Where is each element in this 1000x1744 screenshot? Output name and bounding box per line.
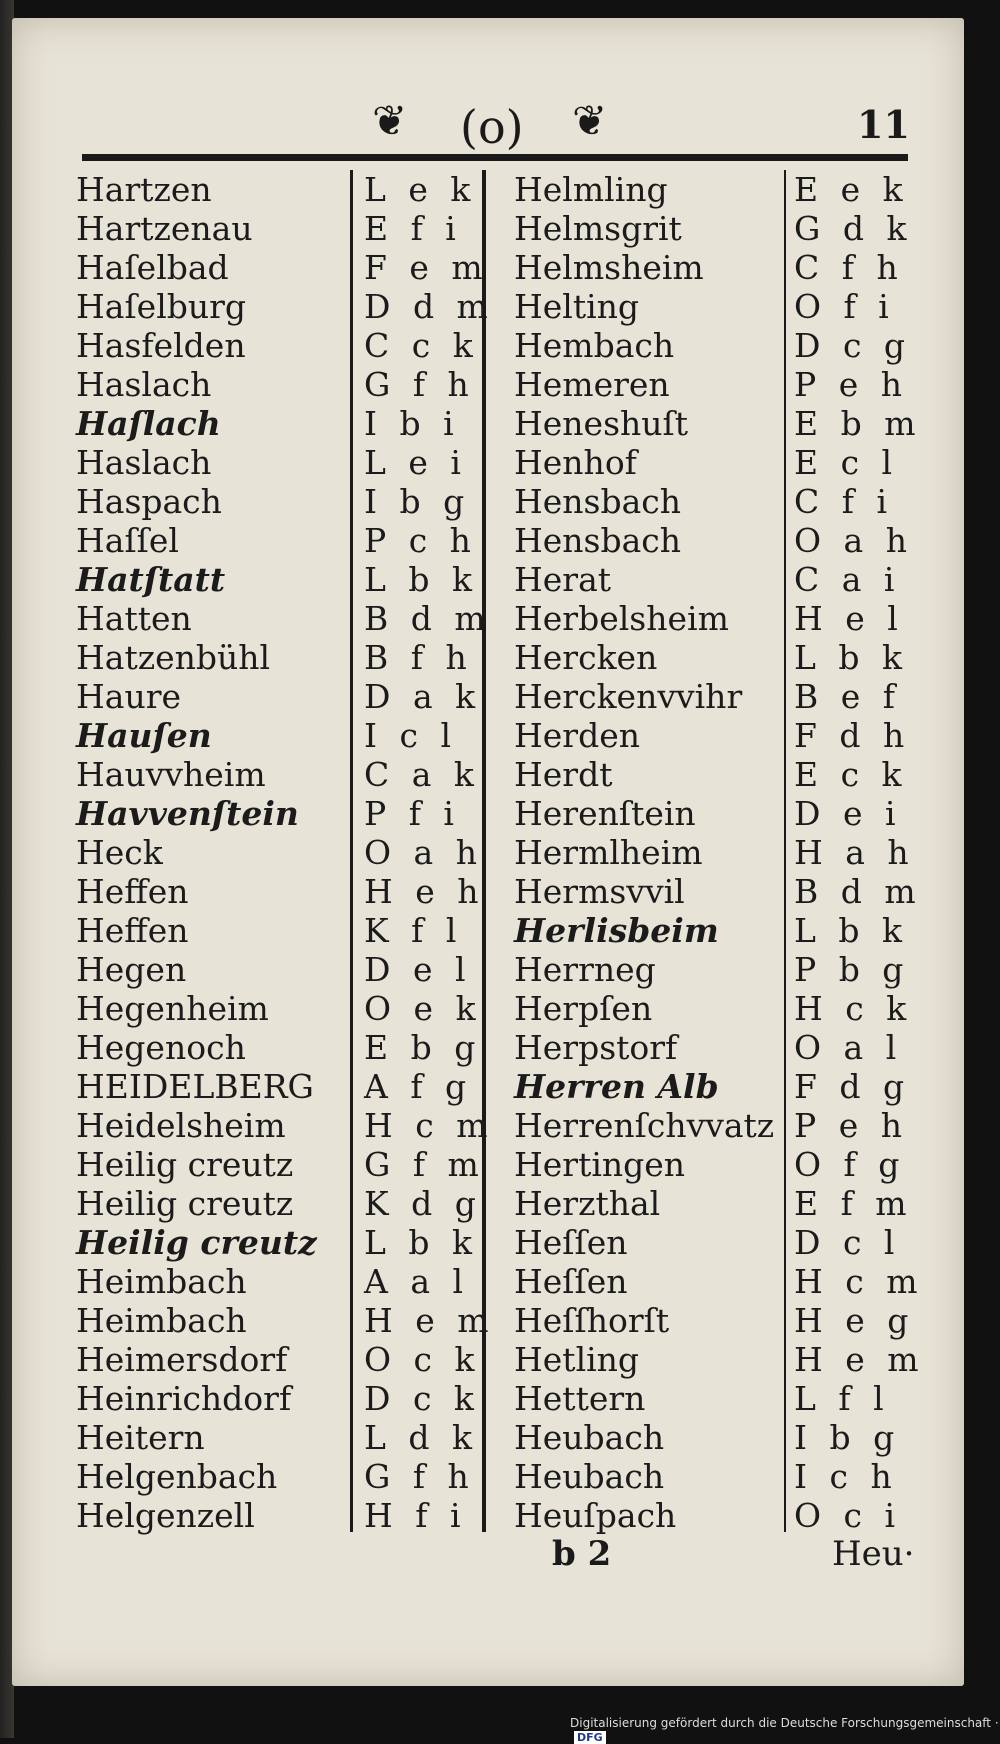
- header-rule: [82, 154, 908, 161]
- place-name-left: Heitern: [76, 1418, 205, 1457]
- place-name-left: Hatzenbühl: [76, 638, 271, 677]
- place-name-right: Hermlheim: [514, 833, 703, 872]
- fleuron-right-icon: ❦: [572, 96, 608, 145]
- grid-code-left: L d k: [364, 1418, 479, 1457]
- grid-code-right: D c l: [794, 1223, 901, 1262]
- table-row: [12, 482, 964, 521]
- grid-code-right: H a h: [794, 833, 915, 872]
- place-name-left: Hatſtatt: [76, 560, 226, 599]
- place-name-right: Heubach: [514, 1457, 665, 1496]
- place-name-left: Heilig creutz: [76, 1184, 294, 1223]
- grid-code-left: H e h: [364, 872, 485, 911]
- grid-code-left: C c k: [364, 326, 479, 365]
- place-name-left: Hegenheim: [76, 989, 269, 1028]
- place-name-right: Herzthal: [514, 1184, 661, 1223]
- grid-code-right: C a i: [794, 560, 901, 599]
- grid-code-left: D e l: [364, 950, 472, 989]
- grid-code-right: H e m: [794, 1340, 925, 1379]
- grid-code-left: D c k: [364, 1379, 480, 1418]
- grid-code-right: H e l: [794, 599, 904, 638]
- grid-code-left: G f h: [364, 365, 475, 404]
- credit-text: Digitalisierung gefördert durch die Deutsche Forschungsgemeinschaft ·: [570, 1716, 999, 1730]
- place-name-right: Hemeren: [514, 365, 670, 404]
- place-name-right: Hetling: [514, 1340, 640, 1379]
- table-row: [12, 1223, 964, 1262]
- table-row: [12, 326, 964, 365]
- grid-code-right: C f i: [794, 482, 893, 521]
- place-name-left: Hauvvheim: [76, 755, 266, 794]
- place-name-right: Herbelsheim: [514, 599, 729, 638]
- grid-code-right: B d m: [794, 872, 922, 911]
- grid-code-left: D a k: [364, 677, 482, 716]
- grid-code-right: L b k: [794, 638, 909, 677]
- grid-code-left: L e k: [364, 170, 477, 209]
- place-name-right: Herrenſchvvatz: [514, 1106, 775, 1145]
- grid-code-left: K d g: [364, 1184, 482, 1223]
- place-name-right: Hembach: [514, 326, 675, 365]
- table-row: [12, 521, 964, 560]
- table-row: [12, 1184, 964, 1223]
- grid-code-right: L b k: [794, 911, 909, 950]
- place-name-right: Herren Alb: [514, 1067, 719, 1106]
- table-row: [12, 677, 964, 716]
- table-row: [12, 950, 964, 989]
- page-number: 11: [857, 102, 910, 147]
- grid-code-left: E f i: [364, 209, 462, 248]
- table-row: [12, 872, 964, 911]
- table-row: [12, 1262, 964, 1301]
- place-name-left: Helgenzell: [76, 1496, 255, 1535]
- grid-code-right: O f i: [794, 287, 895, 326]
- grid-code-left: I b i: [364, 404, 460, 443]
- grid-code-right: E f m: [794, 1184, 913, 1223]
- place-name-left: Heimbach: [76, 1262, 247, 1301]
- table-row: [12, 560, 964, 599]
- table-row: [12, 170, 964, 209]
- place-name-left: Heimersdorf: [76, 1340, 288, 1379]
- table-row: [12, 1028, 964, 1067]
- grid-code-left: G f h: [364, 1457, 475, 1496]
- grid-code-right: E e k: [794, 170, 909, 209]
- place-name-right: Herenſtein: [514, 794, 696, 833]
- place-name-right: Heſſen: [514, 1262, 628, 1301]
- table-row: [12, 599, 964, 638]
- grid-code-left: C a k: [364, 755, 480, 794]
- table-row: [12, 443, 964, 482]
- place-name-right: Heubach: [514, 1418, 665, 1457]
- place-name-left: Havvenſtein: [76, 794, 299, 833]
- grid-code-right: G d k: [794, 209, 913, 248]
- table-row: [12, 1067, 964, 1106]
- grid-code-right: E c l: [794, 443, 899, 482]
- place-name-left: Haſelburg: [76, 287, 247, 326]
- grid-code-left: L b k: [364, 560, 479, 599]
- grid-code-right: O a h: [794, 521, 913, 560]
- digitization-credit: [570, 1716, 1000, 1744]
- grid-code-left: B f h: [364, 638, 473, 677]
- table-row: [12, 1418, 964, 1457]
- signature-mark: b 2: [552, 1534, 612, 1574]
- grid-code-right: L f l: [794, 1379, 890, 1418]
- table-row: [12, 287, 964, 326]
- place-name-right: Hensbach: [514, 482, 682, 521]
- grid-code-left: A a l: [364, 1262, 470, 1301]
- place-name-left: Haſelbad: [76, 248, 229, 287]
- fleuron-left-icon: ❦: [372, 96, 408, 145]
- place-name-right: Hercken: [514, 638, 658, 677]
- grid-code-right: I b g: [794, 1418, 901, 1457]
- place-name-right: Herden: [514, 716, 640, 755]
- grid-code-right: D e i: [794, 794, 902, 833]
- place-name-left: Hauſen: [76, 716, 212, 755]
- place-name-left: Hatten: [76, 599, 192, 638]
- table-row: [12, 638, 964, 677]
- place-name-right: Herpstorf: [514, 1028, 678, 1067]
- place-name-right: Hertingen: [514, 1145, 686, 1184]
- table-row: [12, 1145, 964, 1184]
- table-row: [12, 248, 964, 287]
- place-name-right: Helting: [514, 287, 640, 326]
- place-name-left: Helgenbach: [76, 1457, 278, 1496]
- place-name-left: Heilig creutz: [76, 1223, 317, 1262]
- place-name-left: Heidelsheim: [76, 1106, 286, 1145]
- grid-code-left: F e m: [364, 248, 489, 287]
- grid-code-left: O c k: [364, 1340, 481, 1379]
- grid-code-left: P c h: [364, 521, 477, 560]
- place-name-left: Hasfelden: [76, 326, 246, 365]
- grid-code-right: P b g: [794, 950, 910, 989]
- place-name-right: Herckenvvihr: [514, 677, 743, 716]
- place-name-left: Haspach: [76, 482, 222, 521]
- table-row: [12, 1496, 964, 1535]
- grid-code-right: H c m: [794, 1262, 924, 1301]
- table-row: [12, 404, 964, 443]
- place-name-left: Haslach: [76, 443, 212, 482]
- place-name-left: Hartzenau: [76, 209, 253, 248]
- place-name-right: Herpſen: [514, 989, 653, 1028]
- page-header: [12, 96, 964, 156]
- grid-code-left: O e k: [364, 989, 482, 1028]
- grid-code-right: F d h: [794, 716, 911, 755]
- catchword: Heu·: [832, 1534, 915, 1574]
- grid-code-left: L e i: [364, 443, 467, 482]
- grid-code-left: B d m: [364, 599, 492, 638]
- place-name-right: Herdt: [514, 755, 613, 794]
- place-name-left: Heimbach: [76, 1301, 247, 1340]
- grid-code-right: H c k: [794, 989, 913, 1028]
- place-name-right: Herrneg: [514, 950, 656, 989]
- place-name-right: Hensbach: [514, 521, 682, 560]
- header-mark: (o): [460, 100, 524, 154]
- place-name-left: Hartzen: [76, 170, 212, 209]
- grid-code-left: H e m: [364, 1301, 495, 1340]
- place-name-right: Herlisbeim: [514, 911, 719, 950]
- grid-code-left: H f i: [364, 1496, 467, 1535]
- book-page: [12, 18, 964, 1686]
- place-name-right: Heneshuſt: [514, 404, 689, 443]
- table-row: [12, 1340, 964, 1379]
- place-name-left: Haure: [76, 677, 182, 716]
- table-row: [12, 365, 964, 404]
- place-name-left: Haslach: [76, 365, 212, 404]
- table-row: [12, 911, 964, 950]
- grid-code-right: F d g: [794, 1067, 911, 1106]
- grid-code-left: G f m: [364, 1145, 485, 1184]
- table-row: [12, 794, 964, 833]
- place-name-right: Helmling: [514, 170, 668, 209]
- grid-code-left: P f i: [364, 794, 460, 833]
- grid-code-left: I b g: [364, 482, 471, 521]
- grid-code-right: I c h: [794, 1457, 898, 1496]
- grid-code-right: D c g: [794, 326, 912, 365]
- grid-code-left: I c l: [364, 716, 458, 755]
- grid-code-right: O f g: [794, 1145, 906, 1184]
- table-row: [12, 1379, 964, 1418]
- place-name-right: Heuſpach: [514, 1496, 677, 1535]
- grid-code-left: D d m: [364, 287, 494, 326]
- grid-code-right: H e g: [794, 1301, 915, 1340]
- place-name-left: Heffen: [76, 872, 189, 911]
- place-name-right: Henhof: [514, 443, 637, 482]
- grid-code-right: E b m: [794, 404, 922, 443]
- place-name-right: Helmsheim: [514, 248, 704, 287]
- grid-code-right: E c k: [794, 755, 908, 794]
- place-name-left: Hegen: [76, 950, 187, 989]
- dfg-logo: DFG: [574, 1731, 606, 1744]
- table-row: [12, 1301, 964, 1340]
- table-row: [12, 716, 964, 755]
- grid-code-left: A f g: [364, 1067, 473, 1106]
- gazetteer-table: [12, 170, 964, 1535]
- table-row: [12, 755, 964, 794]
- grid-code-right: C f h: [794, 248, 904, 287]
- grid-code-right: O a l: [794, 1028, 903, 1067]
- place-name-right: Heſſen: [514, 1223, 628, 1262]
- page-footer: [12, 1534, 964, 1584]
- place-name-right: Hettern: [514, 1379, 646, 1418]
- grid-code-left: H c m: [364, 1106, 494, 1145]
- place-name-right: Heſſhorſt: [514, 1301, 670, 1340]
- place-name-right: Herat: [514, 560, 612, 599]
- place-name-left: HEIDELBERG: [76, 1067, 314, 1106]
- place-name-left: Haſlach: [76, 404, 221, 443]
- grid-code-right: B e f: [794, 677, 901, 716]
- grid-code-left: E b g: [364, 1028, 482, 1067]
- grid-code-left: O a h: [364, 833, 483, 872]
- place-name-left: Haſſel: [76, 521, 179, 560]
- grid-code-left: K f l: [364, 911, 463, 950]
- place-name-left: Heilig creutz: [76, 1145, 294, 1184]
- table-row: [12, 209, 964, 248]
- grid-code-right: P e h: [794, 1106, 908, 1145]
- table-row: [12, 833, 964, 872]
- grid-code-right: P e h: [794, 365, 908, 404]
- place-name-right: Hermsvvil: [514, 872, 685, 911]
- place-name-left: Heffen: [76, 911, 189, 950]
- table-row: [12, 989, 964, 1028]
- place-name-left: Heinrichdorf: [76, 1379, 292, 1418]
- grid-code-right: O c i: [794, 1496, 902, 1535]
- place-name-right: Helmsgrit: [514, 209, 682, 248]
- grid-code-left: L b k: [364, 1223, 479, 1262]
- table-row: [12, 1457, 964, 1496]
- table-row: [12, 1106, 964, 1145]
- place-name-left: Heck: [76, 833, 163, 872]
- place-name-left: Hegenoch: [76, 1028, 246, 1067]
